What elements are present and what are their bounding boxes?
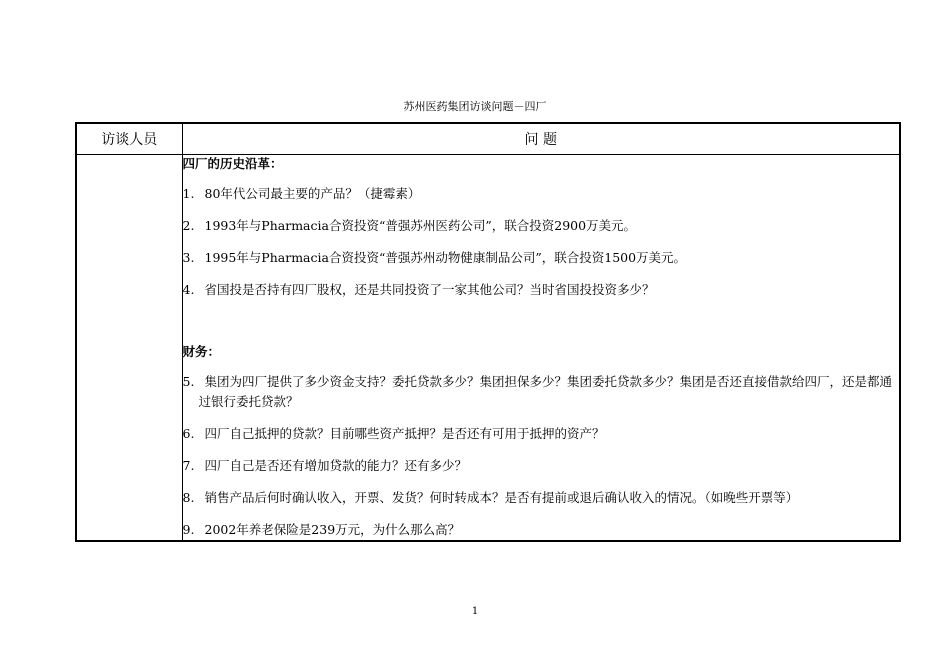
- section-heading-history: 四厂的历史沿革：: [182, 156, 283, 171]
- interviewer-cell: [76, 155, 182, 542]
- question-item: 5. 集团为四厂提供了多少资金支持？委托贷款多少？集团担保多少？集团委托贷款多少？集团是否还直接借款给四厂，还是都通过银行委托贷款？: [182, 374, 893, 409]
- question-item: 1. 80年代公司最主要的产品？（捷霉素）: [182, 186, 421, 201]
- question-item: 2. 1993年与Pharmacia合资投资“普强苏州医药公司”，联合投资2900万美元。: [182, 218, 637, 233]
- document-title: 苏州医药集团访谈问题－四厂: [403, 100, 547, 113]
- section-heading-finance: 财务：: [182, 344, 221, 359]
- question-item: 8. 销售产品后何时确认收入，开票、发货？何时转成本？是否有提前或退后确认收入的情况。（如晚些开票等）: [182, 490, 799, 505]
- question-item: 7. 四厂自己是否还有增加贷款的能力？还有多少？: [182, 458, 468, 473]
- header-interviewer: 访谈人员: [76, 123, 182, 155]
- questions-cell: [182, 155, 900, 542]
- question-item: 3. 1995年与Pharmacia合资投资“普强苏州动物健康制品公司”，联合投资1500万美元。: [182, 250, 687, 265]
- table-header-row: [76, 123, 900, 155]
- page-number: 1: [471, 606, 479, 617]
- interview-table: [75, 122, 901, 542]
- section-spacer: [183, 312, 900, 343]
- table-row: [76, 155, 900, 542]
- question-item: 4. 省国投是否持有四厂股权，还是共同投资了一家其他公司？当时省国投投资多少？: [182, 282, 655, 297]
- question-item: 6. 四厂自己抵押的贷款？目前哪些资产抵押？是否还有可用于抵押的资产？: [182, 426, 605, 441]
- header-questions: 问 题: [182, 123, 900, 155]
- question-item: 9. 2002年养老保险是239万元，为什么那么高？: [182, 522, 461, 537]
